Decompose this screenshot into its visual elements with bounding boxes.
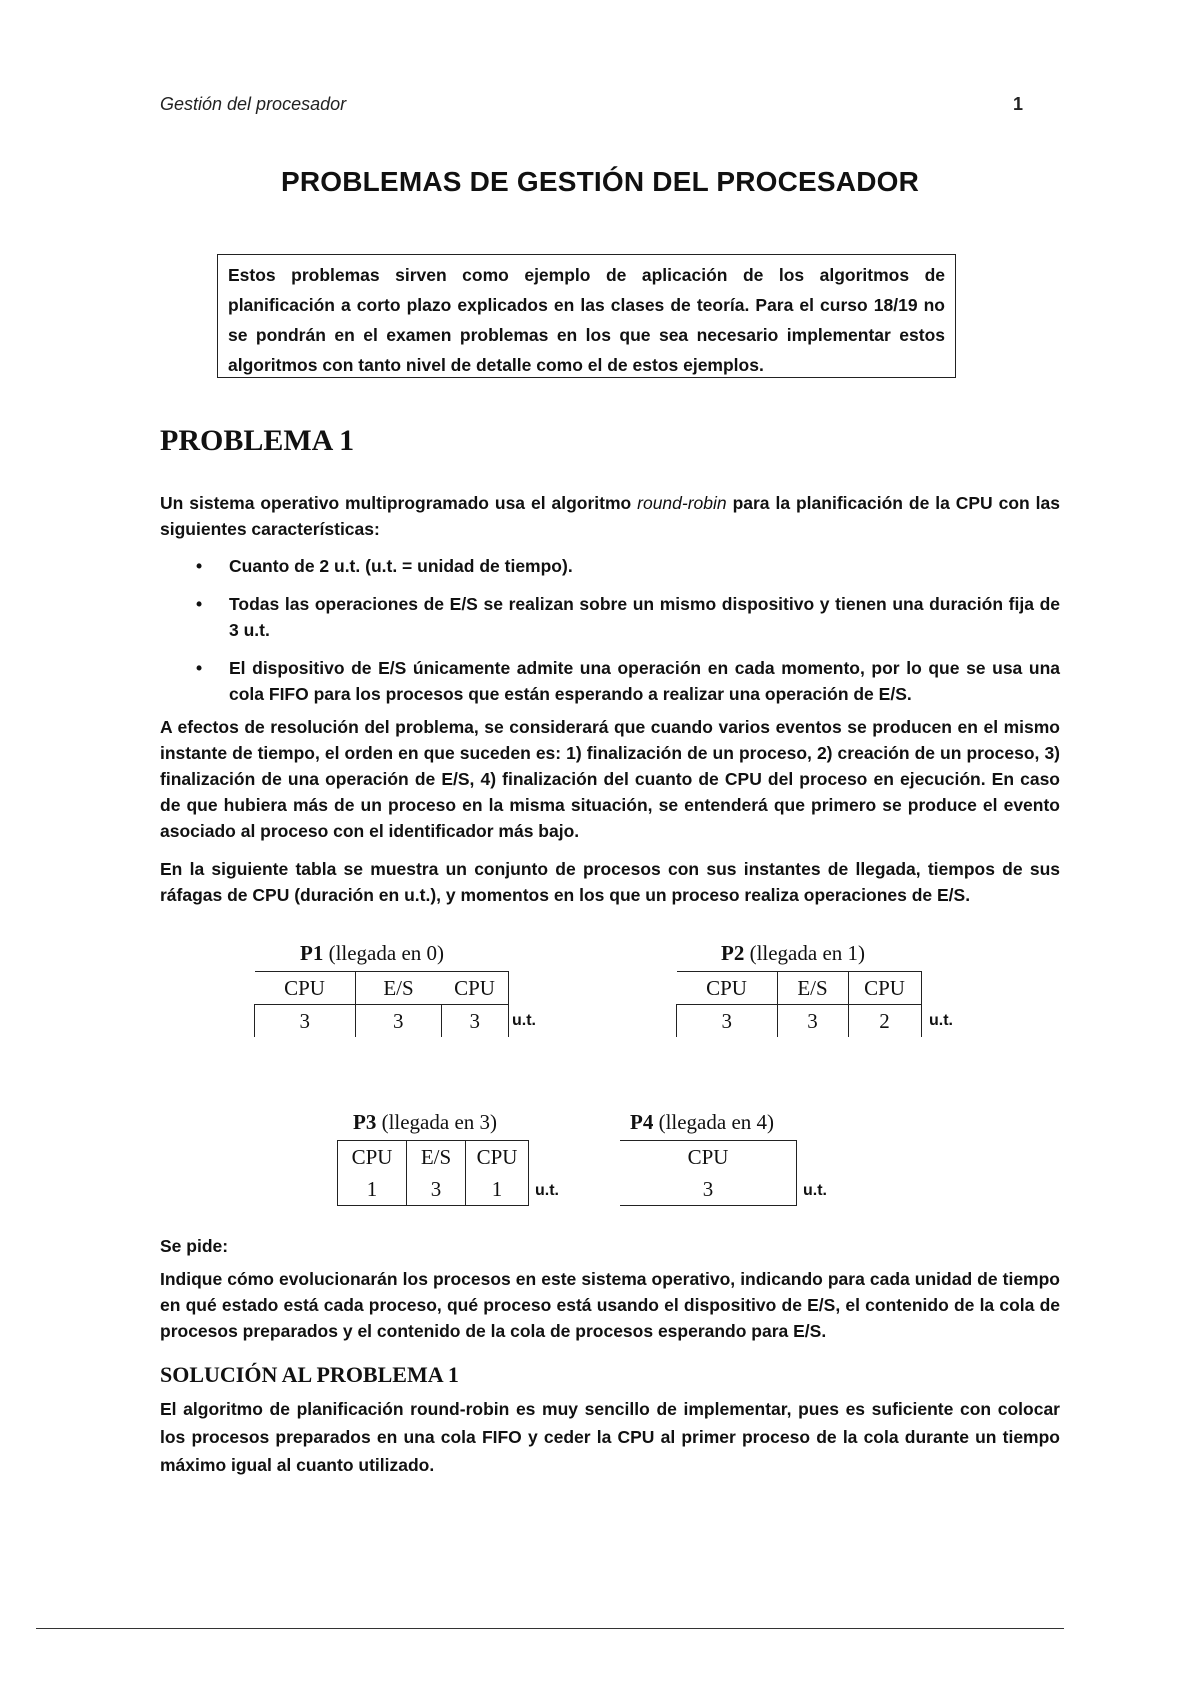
p2-value-cell: 3 [677,1005,778,1038]
p4-unit-label: u.t. [803,1182,827,1199]
bullet-text: Todas las operaciones de E/S se realizan sobre un mismo dispositivo y tienen una duración fija de 3 u.t. [229,594,1060,640]
p3-name: P3 [353,1110,377,1134]
p4-caption [630,1110,774,1135]
p2-value-cell: 2 [848,1005,921,1038]
bullet-text: El dispositivo de E/S únicamente admite una operación en cada momento, por lo que se usa una cola FIFO para los procesos que están esperando a realizar una operación de E/S. [229,658,1060,704]
bullet-icon: • [196,594,203,614]
document-title: PROBLEMAS DE GESTIÓN DEL PROCESADOR [280,166,920,197]
p3-value-cell: 1 [491,1176,503,1201]
p2-value-cell: 3 [777,1005,848,1038]
intro-text-before: Un sistema operativo multiprogramado usa el algoritmo [160,493,638,513]
footer-divider [36,1628,1064,1629]
solution-1-text: El algoritmo de planificación round-robin es muy sencillo de implementar, pues es suficiente con colocar los procesos preparados en una cola FIFO y ceder la CPU al primer proceso de la cola durante un tiempo máximo igual al cuanto utilizado. [160,1399,1060,1475]
p2-caption [721,941,865,966]
p1-header-cell: CPU [255,972,356,1005]
p2-header-cell: CPU [677,972,778,1005]
characteristics-list [160,553,1060,719]
p1-header-cell: E/S [355,972,442,1005]
events-order-paragraph: A efectos de resolución del problema, se considerará que cuando varios eventos se producen en el mismo instante de tiempo, el orden en que suceden es: 1) finalización de un proceso, 2) creación de un proceso, 3) finalización de una operación de E/S, 4) finalización del cuanto de CPU del proceso en ejecución. En caso de que hubiera más de un proceso en la misma situación, se entenderá que primero se produce el evento asociado al proceso con el identificador más bajo. [160,717,1060,841]
p3-table [337,1140,529,1206]
p1-value-cell: 3 [255,1005,356,1038]
p3-header-cell: CPU [338,1141,407,1174]
p2-header-cell: E/S [777,972,848,1005]
problem-1-intro [160,490,1060,542]
page-number: 1 [1013,94,1024,114]
p2-header-cell: CPU [848,972,921,1005]
p4-table [620,1140,797,1206]
notice-box: Estos problemas sirven como ejemplo de aplicación de los algoritmos de planificación a corto plazo explicados en las clases de teoría. Para el curso 18/19 no se pondrán en el examen problemas en los que sea necesario implementar estos algoritmos con tanto nivel de detalle como el de estos ejemplos. [217,254,956,378]
p3-value-cell: 3 [407,1173,466,1206]
intro-emphasis: round-robin [637,493,727,513]
p4-name: P4 [630,1110,654,1134]
list-item [160,591,1060,643]
p1-name: P1 [300,941,324,965]
list-item [160,553,1060,579]
p3-arrival: (llegada en 3) [381,1110,498,1134]
se-pide-label: Se pide: [160,1236,229,1256]
bullet-icon: • [196,658,203,678]
p4-value-cell: 3 [620,1173,797,1206]
table-intro-paragraph: En la siguiente tabla se muestra un conjunto de procesos con sus instantes de llegada, tiempos de sus ráfagas de CPU (duración en u.t.), y momentos en los que un proceso realiza operaciones de E/S. [160,859,1060,905]
p1-header-cell: CPU [442,972,509,1005]
p1-unit-label: u.t. [512,1012,536,1029]
p3-value-cell: 1 [338,1173,407,1206]
p2-arrival: (llegada en 1) [749,941,866,965]
p3-header-cell: CPU [476,1144,518,1169]
p1-value-cell: 3 [442,1005,509,1038]
solution-1-heading: SOLUCIÓN AL PROBLEMA 1 [160,1362,459,1387]
p1-table [254,971,509,1037]
p4-header-cell: CPU [620,1141,797,1174]
bullet-icon: • [196,556,203,576]
p3-unit-label: u.t. [535,1182,559,1199]
p2-unit-label: u.t. [929,1012,953,1029]
p1-value-cell: 3 [355,1005,442,1038]
running-header: Gestión del procesador [160,94,347,114]
se-pide-text: Indique cómo evolucionarán los procesos en este sistema operativo, indicando para cada unidad de tiempo en qué estado está cada proceso, qué proceso está usando el dispositivo de E/S, el contenido de la cola de procesos preparados y el contenido de la cola de procesos esperando para E/S. [160,1269,1060,1341]
p1-caption [300,941,444,966]
p1-arrival: (llegada en 0) [328,941,445,965]
p3-header-cell: E/S [407,1141,466,1174]
bullet-text: Cuanto de 2 u.t. (u.t. = unidad de tiempo). [229,556,573,576]
problem-1-heading: PROBLEMA 1 [160,424,355,457]
p3-caption [353,1110,497,1135]
intro-text-after: para la planificación de la CPU con las siguientes características: [160,493,1060,539]
p2-name: P2 [721,941,745,965]
list-item [160,655,1060,707]
p4-arrival: (llegada en 4) [658,1110,775,1134]
p2-table [676,971,922,1037]
